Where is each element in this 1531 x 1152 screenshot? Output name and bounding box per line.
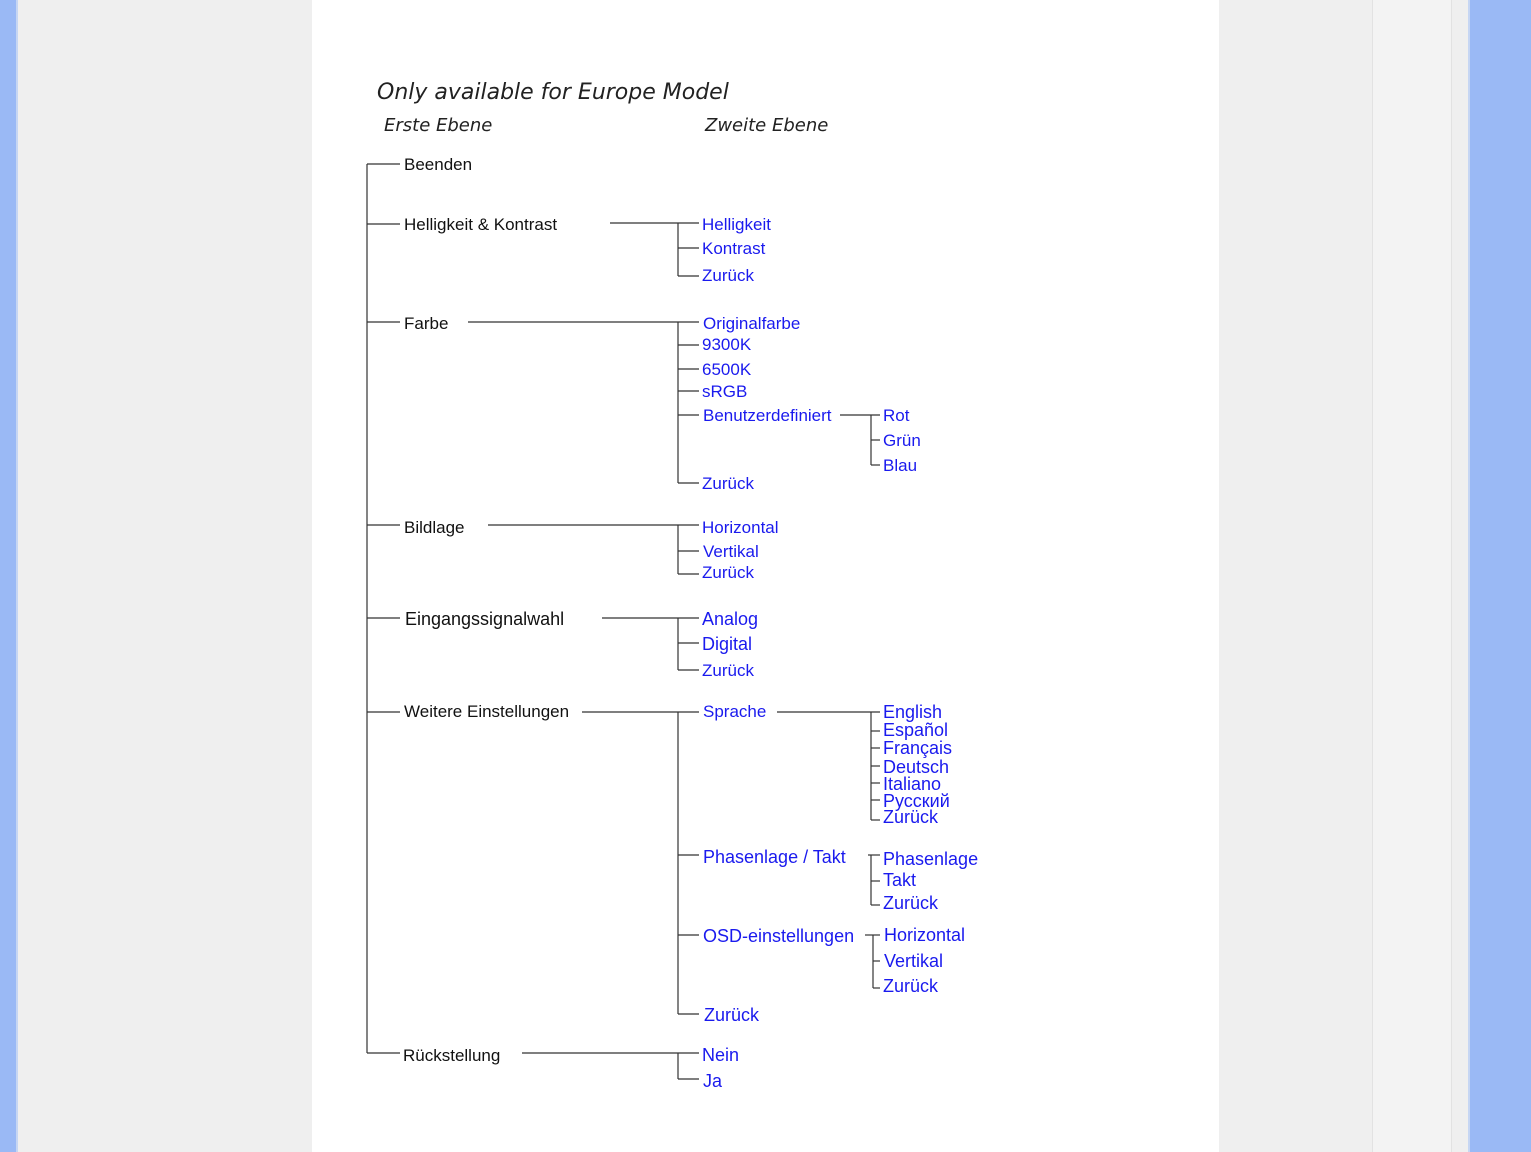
menu-weitere-einstellungen: Weitere Einstellungen: [404, 702, 570, 721]
window-edge-right: [1468, 0, 1531, 1152]
level2-heading: Zweite Ebene: [705, 115, 829, 136]
subsubmenu-item: Vertikal: [884, 951, 944, 971]
language-item: Zurück: [883, 807, 939, 827]
language-item: English: [883, 702, 943, 722]
document-page: [312, 0, 1219, 1152]
submenu-item: Horizontal: [702, 518, 779, 537]
menu-farbe: Farbe: [404, 314, 449, 333]
subsubmenu-item: Horizontal: [884, 925, 966, 945]
subsubmenu-item: Zurück: [883, 976, 939, 996]
submenu-item: Kontrast: [702, 239, 766, 258]
subsubmenu-item: Rot: [883, 406, 910, 425]
submenu-item: Sprache: [703, 702, 767, 721]
menu-helligkeit-kontrast: Helligkeit & Kontrast: [404, 215, 558, 234]
language-item: Français: [883, 738, 953, 758]
submenu-item: Analog: [702, 609, 759, 629]
submenu-item: Zurück: [702, 266, 754, 285]
window-edge-left: [0, 0, 18, 1152]
submenu-item: Vertikal: [703, 542, 759, 561]
submenu-item: Nein: [702, 1045, 740, 1065]
submenu-item: 6500K: [702, 360, 752, 379]
subsubmenu-item: Zurück: [883, 893, 939, 913]
submenu-item: Ja: [703, 1071, 723, 1091]
submenu-item: Zurück: [702, 661, 754, 680]
submenu-item: Originalfarbe: [703, 314, 801, 333]
language-item: Italiano: [883, 774, 942, 794]
language-item: Español: [883, 720, 949, 740]
right-side-column: [1372, 0, 1452, 1152]
submenu-item: Digital: [702, 634, 753, 654]
language-item: Deutsch: [883, 757, 950, 777]
submenu-item: Benutzerdefiniert: [703, 406, 832, 425]
level1-heading: Erste Ebene: [384, 115, 493, 136]
submenu-item: Zurück: [704, 1005, 760, 1025]
submenu-item: 9300K: [702, 335, 752, 354]
menu-eingangssignalwahl: Eingangssignalwahl: [405, 609, 565, 629]
submenu-item: sRGB: [702, 382, 748, 401]
submenu-item: Helligkeit: [702, 215, 771, 234]
language-item: Русский: [883, 791, 950, 811]
subsubmenu-item: Phasenlage: [883, 849, 979, 869]
europe-model-note: Only available for Europe Model: [377, 80, 729, 105]
subsubmenu-item: Grün: [883, 431, 921, 450]
submenu-item: OSD-einstellungen: [703, 926, 855, 946]
subsubmenu-item: Takt: [883, 870, 917, 890]
menu-rueckstellung: Rückstellung: [403, 1046, 501, 1065]
submenu-item: Phasenlage / Takt: [703, 847, 846, 867]
submenu-item: Zurück: [702, 474, 754, 493]
subsubmenu-item: Blau: [883, 456, 918, 475]
menu-beenden: Beenden: [404, 155, 473, 174]
menu-bildlage: Bildlage: [404, 518, 465, 537]
submenu-item: Zurück: [702, 563, 754, 582]
